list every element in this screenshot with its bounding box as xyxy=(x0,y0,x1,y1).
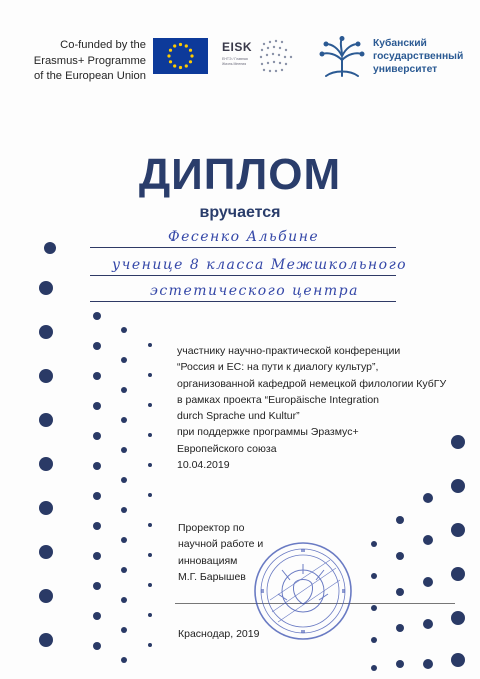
place-and-year: Краснодар, 2019 xyxy=(178,628,260,640)
eisk-logo xyxy=(222,38,300,76)
conference-description xyxy=(177,343,467,473)
description-line: в рамках проекта “Europäische Integration xyxy=(177,393,379,406)
cofunded-line: Erasmus+ Programme xyxy=(33,54,146,67)
signatory-line: Проректор по xyxy=(178,522,245,534)
eu-flag-icon xyxy=(153,38,208,74)
university-name-line: университет xyxy=(373,63,438,75)
eisk-name: EISK xyxy=(222,40,253,54)
official-seal-icon xyxy=(252,540,354,642)
cofunded-line: of the European Union xyxy=(34,70,146,82)
university-name-line: государственный xyxy=(373,50,464,62)
description-line: при поддержке программы Эразмус+ xyxy=(177,426,359,439)
eisk-dots-icon xyxy=(258,38,298,76)
diploma-title: ДИПЛОМ xyxy=(138,150,342,199)
eisk-subtitle: ЕНТЭ / Главная Жизнь Мнения xyxy=(222,57,248,66)
erasmus-cofunded-text xyxy=(18,38,146,85)
university-emblem-icon xyxy=(316,36,368,78)
recipient-line-2: ученице 8 класса Межшкольного xyxy=(112,257,408,273)
signatory-block xyxy=(178,520,263,585)
description-line: участнику научно-практической конференции xyxy=(177,345,401,357)
recipient-name: Фесенко Альбине xyxy=(168,229,320,245)
description-line: Европейского союза xyxy=(177,442,277,455)
description-line: “Россия и ЕС: на пути к диалогу культур”, xyxy=(177,361,379,374)
description-line: организованной кафедрой немецкой филологии КубГУ xyxy=(177,377,447,390)
recipient-line-3: эстетического центра xyxy=(150,283,359,299)
description-line: durch Sprache und Kultur” xyxy=(177,410,300,423)
signatory-line: научной работе и xyxy=(178,538,264,551)
recipient-underline xyxy=(90,275,396,276)
recipient-underline xyxy=(90,301,396,302)
cofunded-line: Co-funded by the xyxy=(60,39,146,51)
recipient-underline xyxy=(90,247,396,248)
conference-date: 10.04.2019 xyxy=(177,459,230,472)
signatory-name: М.Г. Барышев xyxy=(178,570,246,583)
university-name-line: Кубанский xyxy=(373,38,427,49)
diploma-subtitle: вручается xyxy=(199,204,281,221)
signatory-line: инновациям xyxy=(178,554,238,567)
university-name xyxy=(373,38,469,76)
